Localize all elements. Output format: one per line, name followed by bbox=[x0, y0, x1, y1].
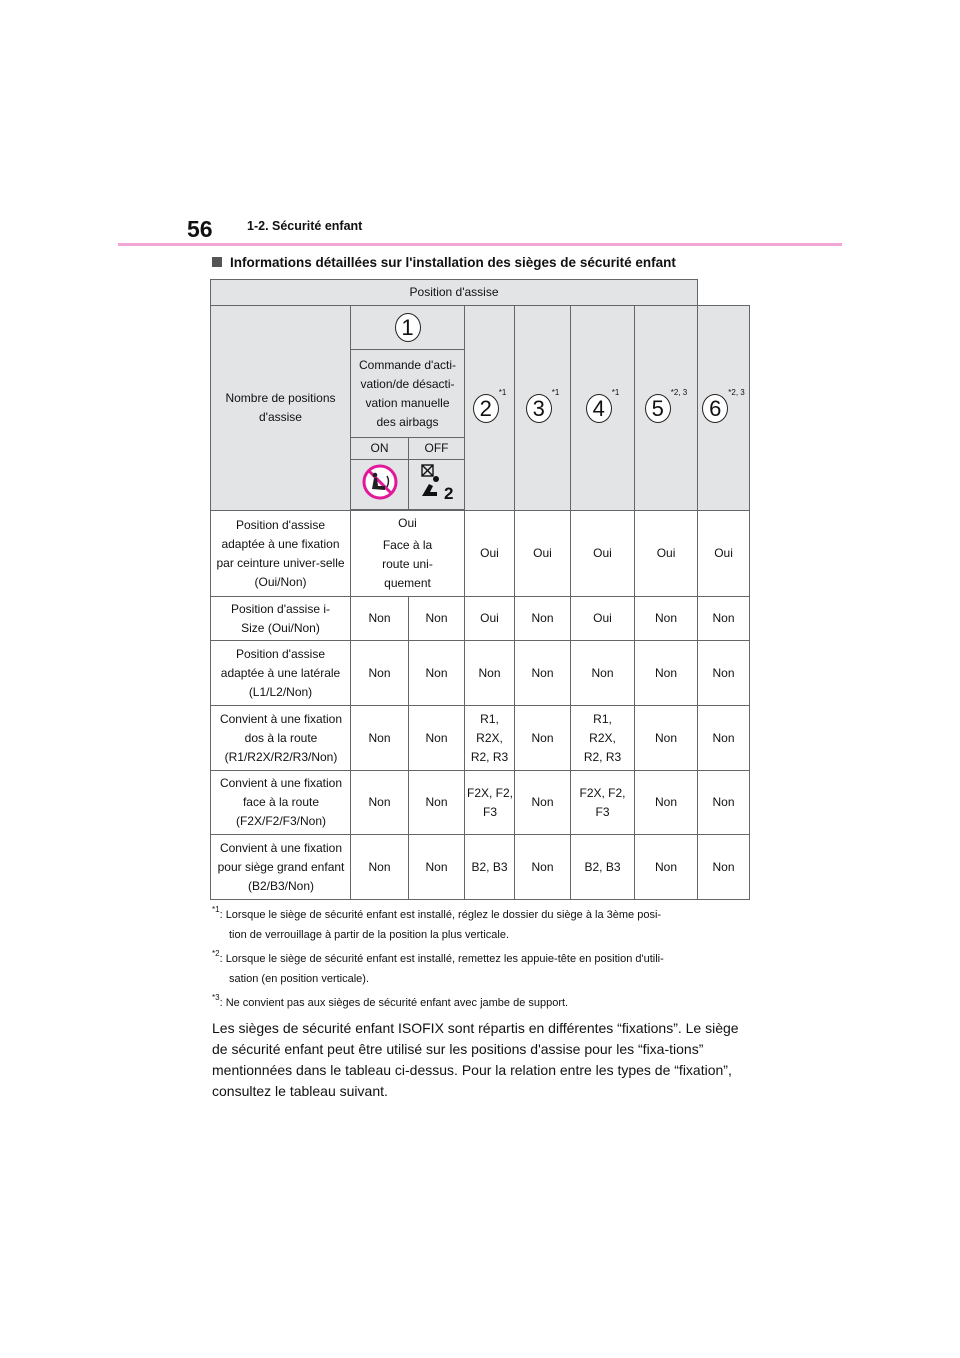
airbag-off-icon-cell bbox=[409, 460, 465, 510]
table-cell: Non bbox=[571, 641, 635, 706]
seat-2-number-icon: 2 bbox=[473, 394, 499, 423]
table-cell: Non bbox=[635, 771, 698, 835]
footnotes bbox=[212, 905, 752, 1017]
airbag-on-icon bbox=[361, 463, 399, 501]
seat-1-number-icon: 1 bbox=[395, 313, 421, 342]
table-cell: Non bbox=[698, 771, 750, 835]
row-header-seat-count: Nombre de positions d'assise bbox=[211, 306, 351, 511]
table-cell: Oui bbox=[698, 511, 750, 597]
row-label: Position d'assise adaptée à une fixation par ceinture univer-selle (Oui/Non) bbox=[211, 511, 351, 597]
table-cell: Non bbox=[465, 641, 515, 706]
table-cell: F2X, F2, F3 bbox=[465, 771, 515, 835]
table-cell: Non bbox=[635, 597, 698, 641]
table-cell: Non bbox=[515, 597, 571, 641]
table-cell: B2, B3 bbox=[465, 835, 515, 900]
table-cell: F2X, F2, F3 bbox=[571, 771, 635, 835]
table-cell: Oui bbox=[515, 511, 571, 597]
table-cell: Non bbox=[351, 771, 409, 835]
table-cell: Non bbox=[515, 641, 571, 706]
row-label: Position d'assise i-Size (Oui/Non) bbox=[211, 597, 351, 641]
table-cell: Non bbox=[698, 706, 750, 771]
table-cell: Non bbox=[698, 597, 750, 641]
seat-installation-table bbox=[210, 279, 750, 900]
airbag-on-icon-cell bbox=[351, 460, 409, 510]
section-heading bbox=[212, 255, 676, 270]
table-title: Position d'assise bbox=[211, 280, 698, 306]
section-title: 1-2. Sécurité enfant bbox=[247, 219, 363, 233]
table-cell: Non bbox=[409, 771, 465, 835]
heading-text: Informations détaillées sur l'installation des sièges de sécurité enfant bbox=[230, 255, 676, 270]
table-cell: Non bbox=[409, 706, 465, 771]
page-number: 56 bbox=[187, 216, 213, 242]
row-label: Position d'assise adaptée à une latérale (L1/L2/Non) bbox=[211, 641, 351, 706]
table-cell: Non bbox=[635, 641, 698, 706]
seat-4-number-icon: 4 bbox=[586, 394, 612, 423]
seat-5-number-icon: 5 bbox=[645, 394, 671, 423]
seat-2-header: 2$^{*1}$ bbox=[465, 306, 515, 511]
table-cell: Non bbox=[515, 706, 571, 771]
footnote-1: $^{*1}$: Lorsque le siège de sécurité enfant est installé, réglez le dossier du siège à la 3ème posi- tion de verrouillage à partir de la position la plus verticale. bbox=[212, 905, 662, 941]
seat-6-number-icon: 6 bbox=[702, 394, 728, 423]
table-cell: Non bbox=[409, 835, 465, 900]
table-cell: B2, B3 bbox=[571, 835, 635, 900]
bullet-square-icon bbox=[212, 257, 222, 267]
airbag-switch-label: Commande d'acti-vation/de désacti-vation manuelle des airbags bbox=[351, 350, 465, 438]
table-cell: Non bbox=[698, 835, 750, 900]
cell-line-2: Face à la route uni-quement bbox=[382, 538, 433, 590]
table-cell: Non bbox=[409, 641, 465, 706]
seat-4-header: 4$^{*1}$ bbox=[571, 306, 635, 511]
table-cell: Non bbox=[351, 641, 409, 706]
row-label: Convient à une fixation face à la route (F2X/F2/F3/Non) bbox=[211, 771, 351, 835]
cell-line-1: Oui bbox=[398, 516, 417, 530]
table-cell: Non bbox=[515, 771, 571, 835]
seat-6-header: 6$^{*2, 3}$ bbox=[698, 306, 750, 511]
table-cell: R1, R2X, R2, R3 bbox=[465, 706, 515, 771]
table-cell: Oui bbox=[571, 511, 635, 597]
seat-3-number-icon: 3 bbox=[526, 394, 552, 423]
table-cell: Non bbox=[515, 835, 571, 900]
off-label: OFF bbox=[409, 438, 465, 460]
table-cell: Oui bbox=[465, 511, 515, 597]
table-cell: Non bbox=[351, 706, 409, 771]
row-label: Convient à une fixation pour siège grand enfant (B2/B3/Non) bbox=[211, 835, 351, 900]
airbag-off-icon bbox=[417, 462, 457, 502]
seat-3-header: 3$^{*1}$ bbox=[515, 306, 571, 511]
table-cell: Non bbox=[635, 835, 698, 900]
table-cell: Oui bbox=[571, 597, 635, 641]
table-cell: Oui bbox=[635, 511, 698, 597]
footnote-3: $^{*3}$: Ne convient pas aux sièges de sécurité enfant avec jambe de support. bbox=[212, 993, 569, 1009]
table-cell: Non bbox=[409, 597, 465, 641]
seat-5-header: 5$^{*2, 3}$ bbox=[635, 306, 698, 511]
table-cell: R1, R2X, R2, R3 bbox=[571, 706, 635, 771]
table-cell: Non bbox=[635, 706, 698, 771]
header-divider bbox=[118, 243, 842, 246]
table-cell: Non bbox=[351, 597, 409, 641]
table-cell: Non bbox=[698, 641, 750, 706]
seat-1-header bbox=[351, 306, 465, 350]
row-label: Convient à une fixation dos à la route (R1/R2X/R2/R3/Non) bbox=[211, 706, 351, 771]
table-cell bbox=[351, 511, 465, 597]
footnote-2: $^{*2}$: Lorsque le siège de sécurité enfant est installé, remettez les appuie-tête en position d'utili- sation (en position verticale). bbox=[212, 949, 664, 985]
on-label: ON bbox=[351, 438, 409, 460]
table-cell: Oui bbox=[465, 597, 515, 641]
body-paragraph: Les sièges de sécurité enfant ISOFIX sont répartis en différentes “fixations”. Le siège de sécurité enfant peut être utilisé sur les positions d'assise pour les “fixa-tions” mentionnées dans le tableau ci-dessus. Pour la relation entre les types de “fixation”, consultez le tableau suivant. bbox=[212, 1020, 739, 1099]
table-cell: Non bbox=[351, 835, 409, 900]
svg-text:2: 2 bbox=[443, 483, 453, 502]
